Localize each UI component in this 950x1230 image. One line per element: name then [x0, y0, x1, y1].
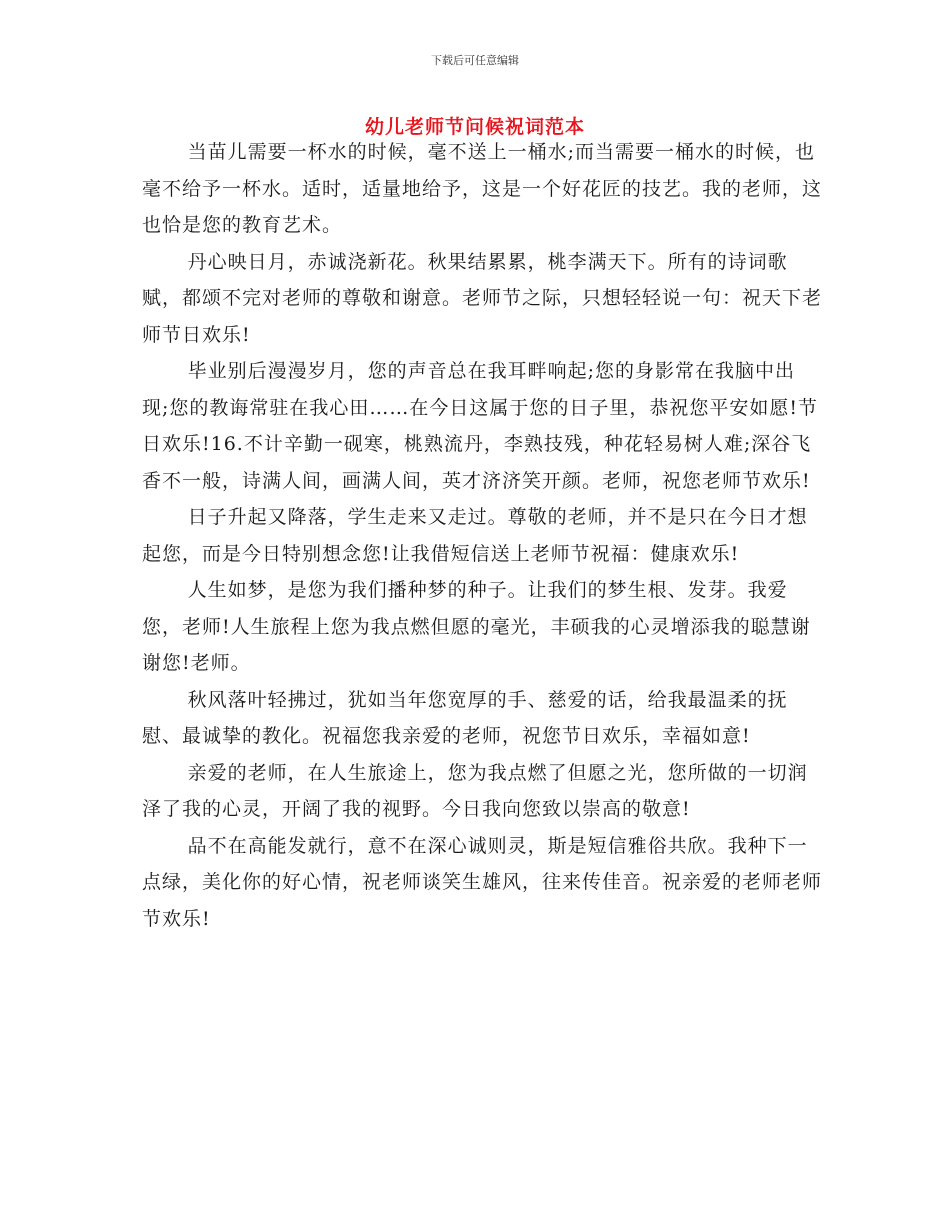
- paragraph-4: 日子升起又降落，学生走来又走过。尊敬的老师，并不是只在今日才想起您，而是今日特别想念您!让我借短信送上老师节祝福：健康欢乐!: [142, 506, 808, 565]
- document-title: 幼儿老师节问候祝词范本: [364, 116, 585, 138]
- page-header-note: 下载后可任意编辑: [431, 54, 519, 67]
- paragraph-6: 秋风落叶轻拂过，犹如当年您宽厚的手、慈爱的话，给我最温柔的抚慰、最诚挚的教化。祝福您我亲爱的老师，祝您节日欢乐，幸福如意!: [142, 688, 788, 747]
- paragraph-5: 人生如梦，是您为我们播种梦的种子。让我们的梦生根、发芽。我爱您，老师!人生旅程上您为我点燃但愿的毫光，丰硕我的心灵增添我的聪慧谢谢您!老师。: [142, 579, 811, 674]
- document-body: [142, 134, 822, 937]
- paragraph-1: 当苗儿需要一杯水的时候，毫不送上一桶水;而当需要一桶水的时候，也毫不给予一杯水。适时，适量地给予，这是一个好花匠的技艺。我的老师，这也恰是您的教育艺术。: [142, 141, 823, 236]
- paragraph-7: 亲爱的老师，在人生旅途上，您为我点燃了但愿之光，您所做的一切润泽了我的心灵，开阔了我的视野。今日我向您致以崇高的敬意!: [142, 761, 808, 820]
- paragraph-3: 毕业别后漫漫岁月，您的声音总在我耳畔响起;您的身影常在我脑中出现;您的教诲常驻在我心田……在今日这属于您的日子里，恭祝您平安如愿!节日欢乐!16.不计辛勤一砚寒，桃熟流丹，李熟技残，种花轻易树人难;深谷飞香不一般，诗满人间，画满人间，英才济济笑开颜。老师，祝您老师节欢乐!: [142, 360, 819, 492]
- paragraph-2: 丹心映日月，赤诚浇新花。秋果结累累，桃李满天下。所有的诗词歌赋，都颂不完对老师的尊敬和谢意。老师节之际，只想轻轻说一句：祝天下老师节日欢乐!: [142, 250, 823, 346]
- paragraph-8: 品不在高能发就行，意不在深心诚则灵，斯是短信雅俗共欣。我种下一点绿，美化你的好心情，祝老师谈笑生雄风，往来传佳音。祝亲爱的老师老师节欢乐!: [142, 834, 823, 930]
